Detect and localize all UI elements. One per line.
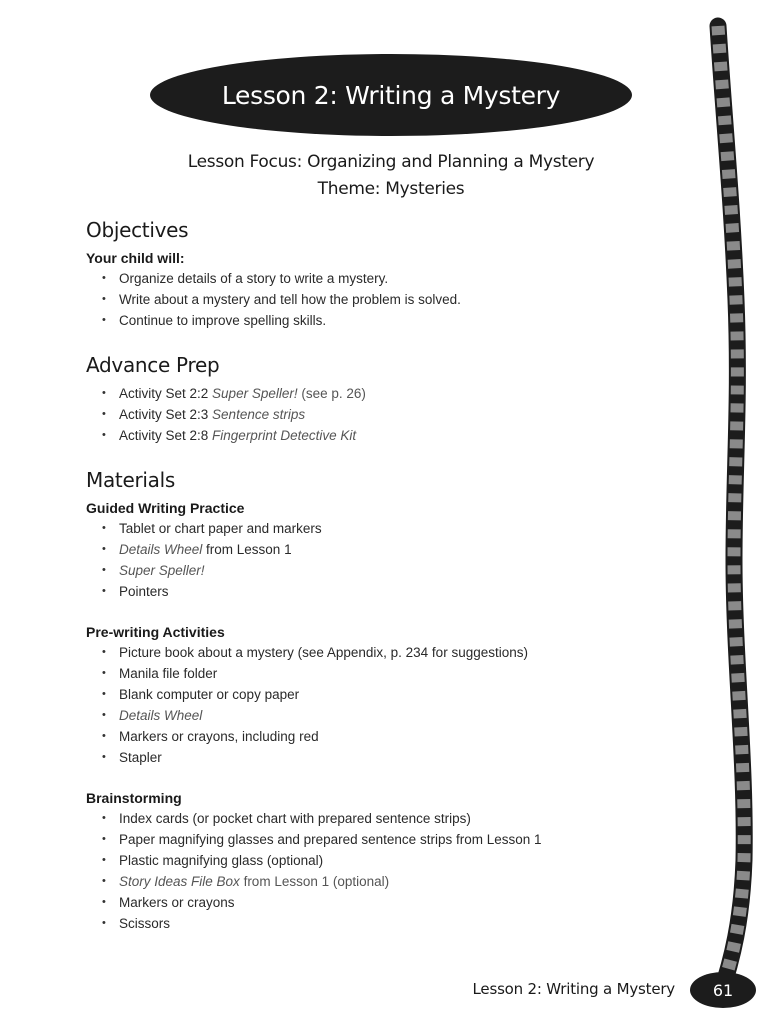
prewriting-list [86,642,686,768]
list-item: • Blank computer or copy paper [102,684,686,705]
list-item: • Plastic magnifying glass (optional) [102,850,686,871]
list-item: • Stapler [102,747,686,768]
list-item: • Organize details of a story to write a mystery. [102,268,686,289]
list-item: • Continue to improve spelling skills. [102,310,686,331]
list-item: • Story Ideas File Box from Lesson 1 (optional) [102,871,686,892]
objectives-heading: Objectives [86,218,189,242]
materials-heading: Materials [86,468,175,492]
guided-writing-list [86,518,686,602]
list-item: • Details Wheel [102,705,686,726]
list-item: • Paper magnifying glasses and prepared sentence strips from Lesson 1 [102,829,686,850]
footer-lesson-title: Lesson 2: Writing a Mystery [472,980,675,998]
list-item: • Markers or crayons, including red [102,726,686,747]
list-item: • Details Wheel from Lesson 1 [102,539,686,560]
list-item: • Markers or crayons [102,892,686,913]
prewriting-subheading: Pre-writing Activities [86,624,225,640]
page-number: 61 [712,980,734,1000]
list-item: • Picture book about a mystery (see Appendix, p. 234 for suggestions) [102,642,686,663]
list-item: • Activity Set 2:3 Sentence strips [102,404,686,425]
list-item: • Tablet or chart paper and markers [102,518,686,539]
objectives-list [86,268,686,331]
list-item: • Manila file folder [102,663,686,684]
brainstorming-list [86,808,686,934]
list-item: • Activity Set 2:8 Fingerprint Detective Kit [102,425,686,446]
list-item: • Scissors [102,913,686,934]
advance-prep-heading: Advance Prep [86,353,220,377]
page-number-badge [690,972,756,1008]
list-item: • Pointers [102,581,686,602]
guided-writing-subheading: Guided Writing Practice [86,500,245,516]
lesson-focus: Lesson Focus: Organizing and Planning a Mystery [187,152,595,172]
advance-prep-list [86,383,686,446]
lesson-content [86,216,686,934]
lesson-theme: Theme: Mysteries [317,179,465,199]
list-item: • Write about a mystery and tell how the problem is solved. [102,289,686,310]
objectives-subheading: Your child will: [86,250,185,266]
page-title: Lesson 2: Writing a Mystery [221,80,561,110]
list-item: • Activity Set 2:2 Super Speller! (see p. 26) [102,383,686,404]
list-item: • Index cards (or pocket chart with prepared sentence strips) [102,808,686,829]
list-item: • Super Speller! [102,560,686,581]
title-banner [150,54,632,136]
brainstorming-subheading: Brainstorming [86,790,182,806]
